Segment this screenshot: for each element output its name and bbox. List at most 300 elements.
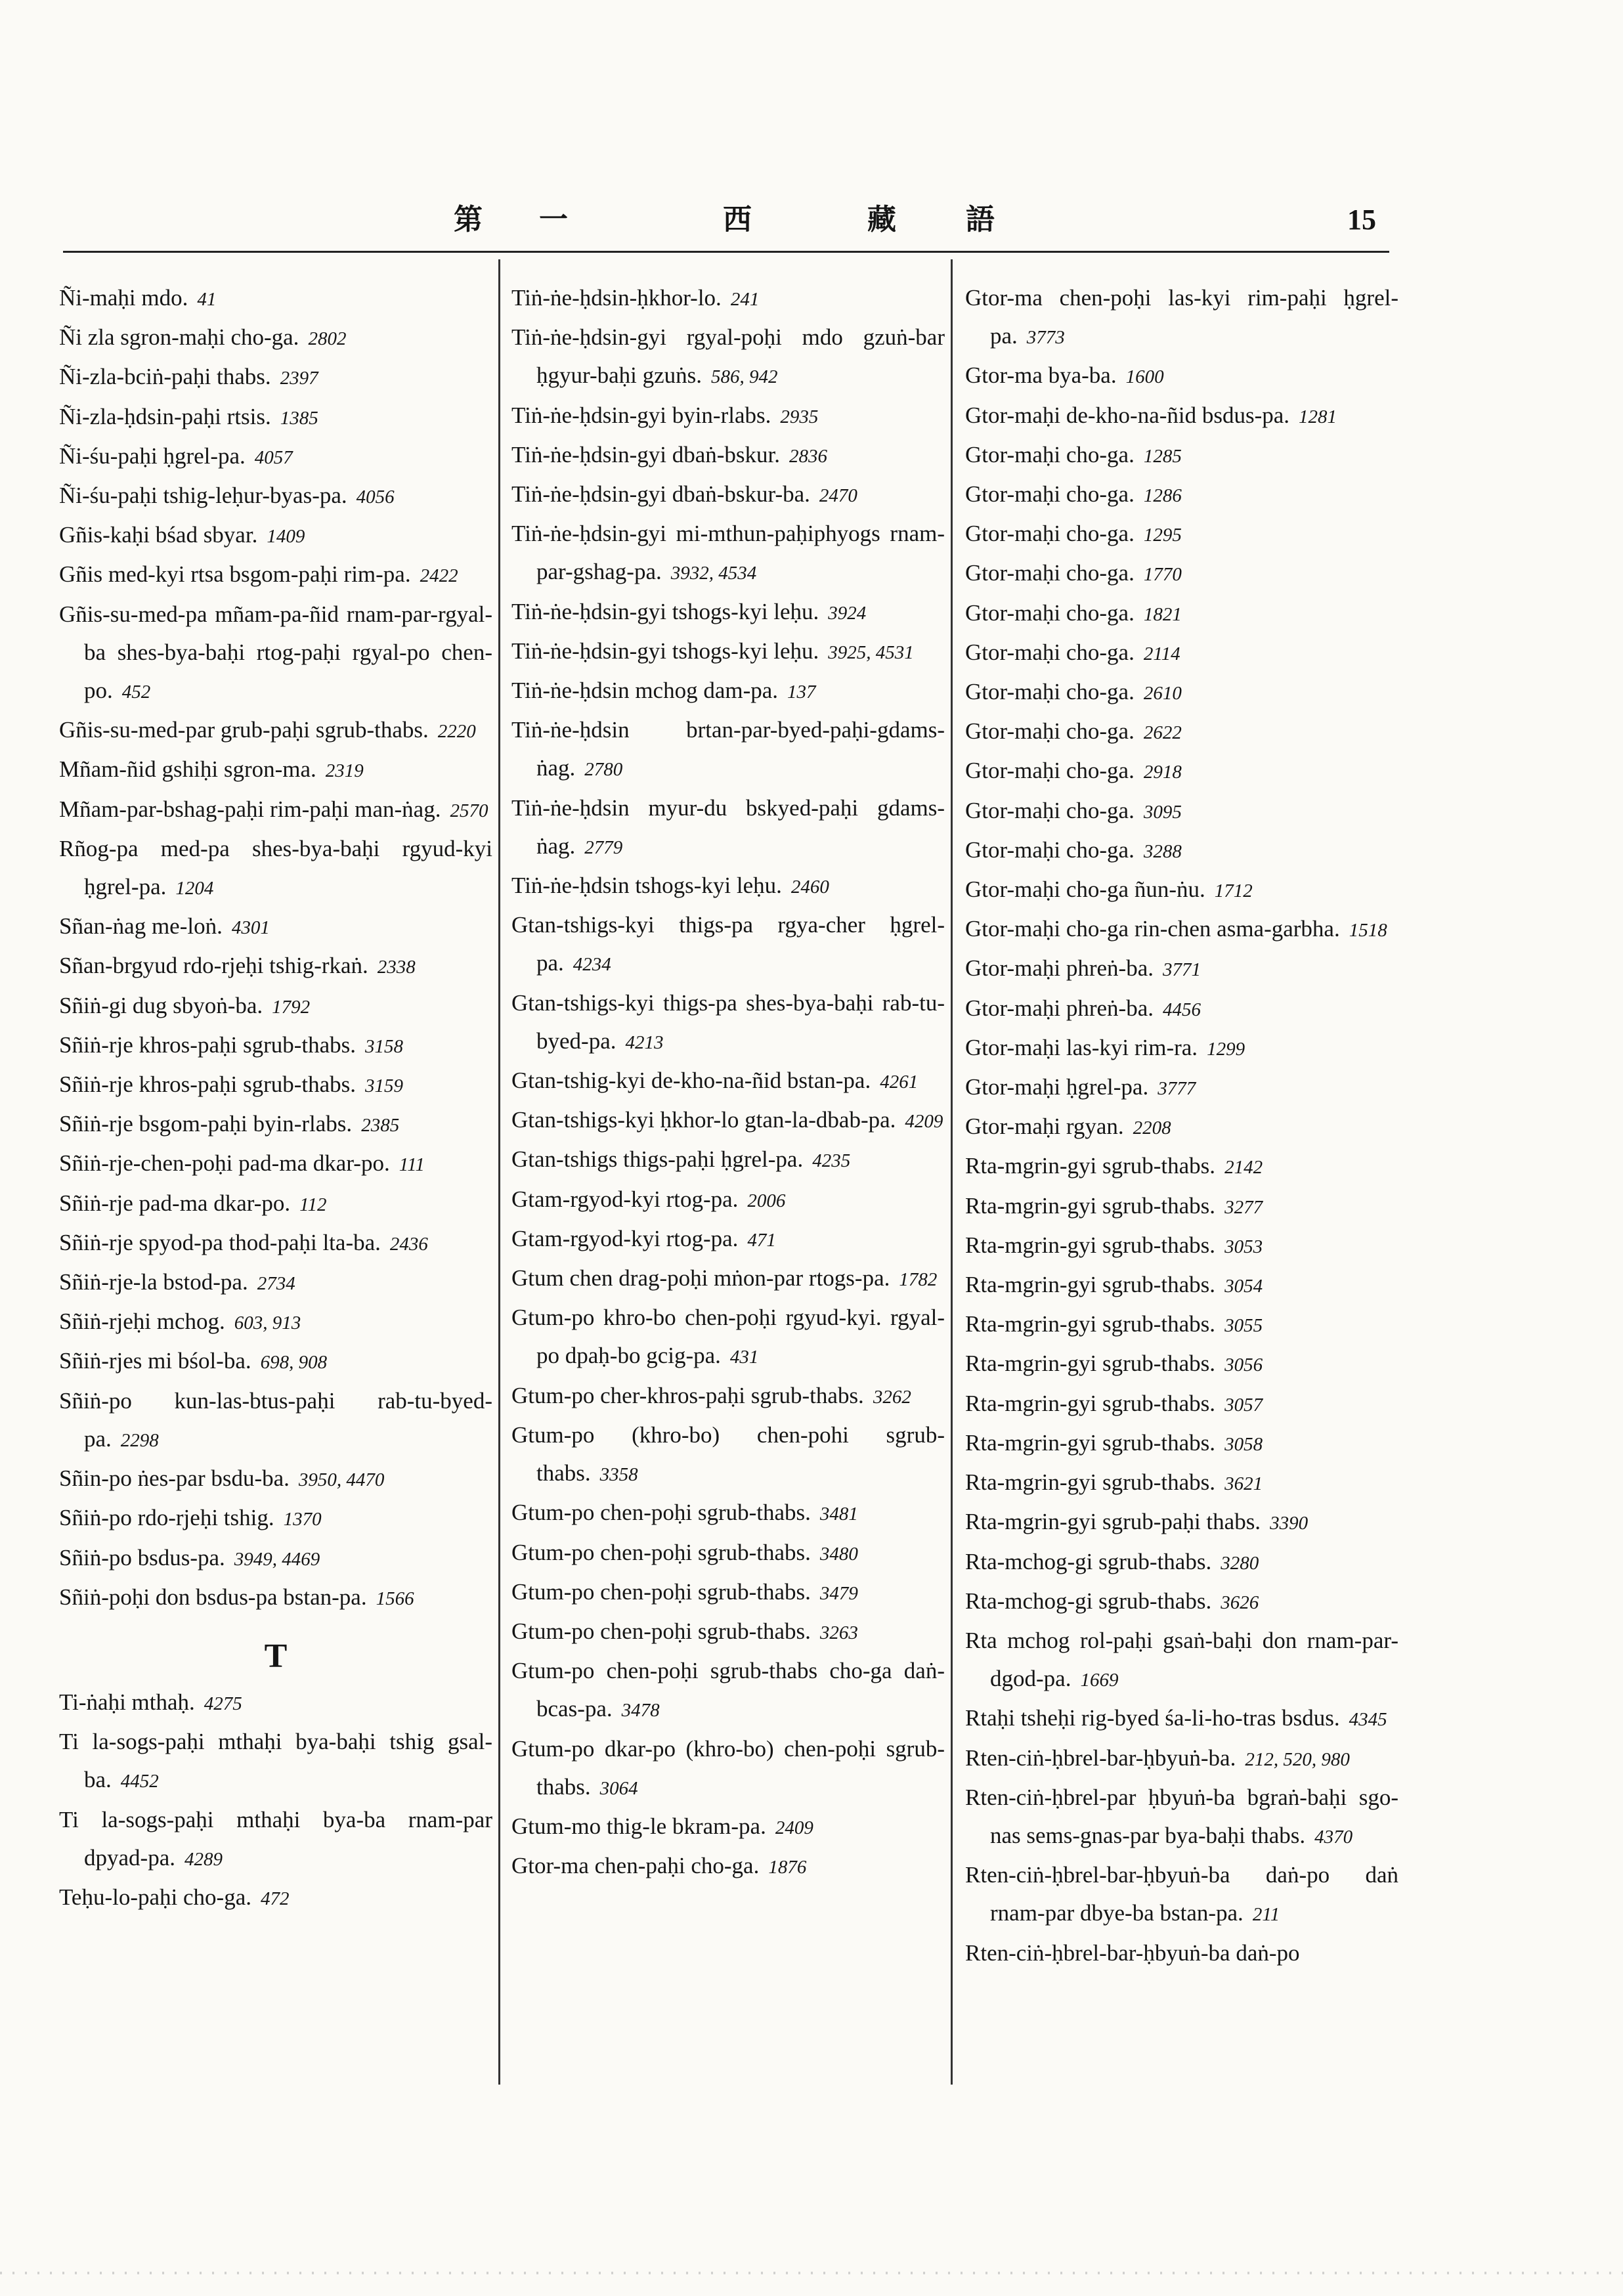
entry-title: Rta-mchog-gi sgrub-thabs. <box>965 1588 1212 1614</box>
entry-title: Gñis-kaḥi bśad sbyar. <box>59 522 258 548</box>
entry-number: 3480 <box>819 1543 858 1565</box>
index-entry <box>965 752 1398 791</box>
index-entry <box>59 1723 492 1800</box>
entry-number: 2802 <box>308 328 347 350</box>
index-entry <box>511 1573 945 1613</box>
entry-number: 2780 <box>584 759 623 781</box>
entry-number: 2460 <box>790 877 829 898</box>
entry-number: 2422 <box>420 565 458 587</box>
index-entry <box>965 1779 1398 1856</box>
entry-title: Sñiṅ-rje spyod-pa thod-paḥi lta-ba. <box>59 1229 381 1255</box>
index-entry <box>59 1066 492 1105</box>
entry-title: Rtaḥi tsheḥi rig-byed śa-li-ho-tras bsdus. <box>965 1705 1340 1731</box>
entry-number: 1286 <box>1143 485 1182 507</box>
index-entry <box>965 554 1398 594</box>
entry-number: 3358 <box>599 1464 638 1486</box>
entry-number: 41 <box>197 289 217 310</box>
entry-title: Ñi zla sgron-maḥi cho-ga. <box>59 324 299 351</box>
index-entry <box>511 632 945 672</box>
index-entry <box>59 516 492 555</box>
index-entry <box>511 711 945 789</box>
entry-number: 2142 <box>1224 1157 1263 1179</box>
entry-number: 1385 <box>280 407 318 429</box>
index-entry <box>59 1382 492 1460</box>
entry-number: 1281 <box>1299 406 1337 427</box>
entry-number: 3950, 4470 <box>298 1469 385 1491</box>
entry-number: 4289 <box>184 1848 223 1870</box>
entry-title: Tiṅ-ṅe-ḥdsin-gyi tshogs-kyi leḥu. <box>511 598 819 624</box>
index-entry <box>511 867 945 906</box>
entry-title: Ti la-sogs-paḥi mthaḥi bya-baḥi tshig gsal-ba. <box>59 1729 492 1793</box>
entry-number: 471 <box>747 1229 776 1251</box>
entry-number: 111 <box>399 1154 425 1176</box>
entry-title: Rta-mgrin-gyi sgrub-thabs. <box>965 1351 1216 1377</box>
index-entry <box>511 1377 945 1416</box>
entry-title: Rñog-pa med-pa shes-bya-baḥi rgyud-kyi ḥgrel-pa. <box>59 835 492 900</box>
entry-number: 3390 <box>1270 1513 1309 1534</box>
entry-title: Gtum-po cher-khros-paḥi sgrub-thabs. <box>511 1382 864 1408</box>
entry-title: Gtor-maḥi cho-ga. <box>965 481 1135 508</box>
entry-number: 112 <box>299 1194 327 1215</box>
index-entry <box>59 1539 492 1578</box>
index-entry <box>965 594 1398 634</box>
entry-number: 1782 <box>899 1269 938 1291</box>
entry-title: Gtor-maḥi cho-ga ñun-ṅu. <box>965 877 1205 903</box>
index-entry <box>965 1503 1398 1542</box>
entry-title: Gtan-tshigs-kyi thigs-pa rgya-cher ḥgrel-pa. <box>511 912 945 976</box>
entry-number: 4345 <box>1349 1709 1387 1731</box>
entry-number: 3924 <box>828 602 867 624</box>
entry-number: 1285 <box>1143 445 1182 467</box>
entry-title: Ñi-śu-paḥi ḥgrel-pa. <box>59 443 246 469</box>
entry-number: 4056 <box>356 487 395 508</box>
entry-title: Gtum-po chen-poḥi sgrub-thabs. <box>511 1500 811 1526</box>
entry-title: Gtor-maḥi cho-ga. <box>965 521 1135 547</box>
index-entry <box>965 949 1398 989</box>
index-entry <box>59 1224 492 1263</box>
index-entry <box>59 907 492 947</box>
entry-number: 2319 <box>325 760 364 782</box>
entry-title: Sñiṅ-rje khros-paḥi sgrub-thabs. <box>59 1031 357 1058</box>
entry-number: 1370 <box>283 1509 322 1530</box>
entry-number: 3056 <box>1224 1354 1263 1376</box>
entry-title: Sñin-po ṅes-par bsdu-ba. <box>59 1465 290 1492</box>
index-entry <box>965 1266 1398 1305</box>
index-entry <box>965 436 1398 475</box>
index-entry <box>965 1187 1398 1226</box>
index-entry <box>59 1801 492 1878</box>
entry-title: Gtor-maḥi ḥgrel-pa. <box>965 1074 1149 1100</box>
index-entry <box>59 1144 492 1184</box>
entry-title: Sñiṅ-gi dug sbyoṅ-ba. <box>59 992 263 1018</box>
entry-number: 3777 <box>1158 1078 1196 1100</box>
index-entry <box>511 1062 945 1101</box>
entry-number: 1770 <box>1143 564 1182 586</box>
index-entry <box>511 789 945 867</box>
entry-number: 1792 <box>272 996 311 1018</box>
entry-number: 3159 <box>365 1075 404 1097</box>
entry-number: 586, 942 <box>711 366 778 388</box>
entry-number: 3949, 4469 <box>234 1548 320 1570</box>
entry-title: Teḥu-lo-paḥi cho-ga. <box>59 1884 251 1910</box>
entry-title: Rta-mgrin-gyi sgrub-thabs. <box>965 1153 1216 1179</box>
entry-number: 3925, 4531 <box>828 641 914 663</box>
entry-title: Gtor-maḥi phreṅ-ba. <box>965 995 1154 1021</box>
entry-title: Rta-mgrin-gyi sgrub-thabs. <box>965 1192 1216 1219</box>
entry-number: 211 <box>1252 1904 1280 1926</box>
index-entry <box>511 1494 945 1533</box>
column-divider <box>498 259 500 2085</box>
index-entry <box>511 1730 945 1808</box>
header-rule <box>63 251 1389 253</box>
index-entry <box>511 397 945 436</box>
index-entry <box>59 596 492 712</box>
index-entry <box>511 1613 945 1652</box>
entry-title: Gtan-tshigs-kyi thigs-pa shes-bya-baḥi rab-tu-byed-pa. <box>511 989 945 1054</box>
entry-title: Tiṅ-ṅe-ḥdsin myur-du bskyed-paḥi gdams-ṅag. <box>511 794 945 859</box>
index-column-1 <box>59 279 492 1918</box>
index-entry <box>511 1652 945 1729</box>
entry-number: 3288 <box>1143 840 1182 862</box>
entry-number: 4370 <box>1314 1826 1353 1848</box>
entry-title: Gtor-maḥi cho-ga rin-chen asma-garbha. <box>965 916 1340 942</box>
index-entry <box>59 711 492 750</box>
entry-number: 3479 <box>819 1582 858 1604</box>
entry-number: 2918 <box>1143 762 1182 783</box>
entry-number: 3053 <box>1224 1236 1263 1257</box>
index-entry <box>511 593 945 632</box>
entry-title: Ñi-zla-ḥdsin-paḥi rtsis. <box>59 403 271 429</box>
index-column-2 <box>511 279 945 1886</box>
entry-number: 2409 <box>775 1817 813 1838</box>
entry-number: 1821 <box>1143 603 1182 625</box>
entry-title: Sñiṅ-poḥi don bsdus-pa bstan-pa. <box>59 1584 367 1610</box>
header-char: 語 <box>966 204 995 236</box>
index-entry <box>511 1180 945 1220</box>
entry-title: Gtum-po dkar-po (khro-bo) chen-poḥi sgrub-thabs. <box>511 1735 945 1800</box>
entry-title: Tiṅ-ṅe-ḥdsin-gyi byin-rlabs. <box>511 402 771 428</box>
entry-number: 2208 <box>1133 1117 1171 1139</box>
entry-number: 3058 <box>1224 1433 1263 1455</box>
index-entry <box>511 279 945 318</box>
index-entry <box>965 1385 1398 1424</box>
entry-number: 3277 <box>1224 1196 1263 1218</box>
entry-number: 3262 <box>873 1386 911 1408</box>
index-entry <box>511 1259 945 1299</box>
entry-number: 4235 <box>812 1150 851 1172</box>
index-entry <box>511 1808 945 1847</box>
index-entry <box>965 831 1398 871</box>
index-entry <box>965 634 1398 673</box>
entry-number: 1204 <box>175 878 214 899</box>
index-entry <box>59 358 492 397</box>
index-entry <box>59 1683 492 1723</box>
index-entry <box>965 712 1398 752</box>
entry-title: Tiṅ-ṅe-ḥdsin brtan-par-byed-paḥi-gdams-ṅag. <box>511 717 945 781</box>
entry-title: Sñiṅ-rje khros-paḥi sgrub-thabs. <box>59 1072 357 1098</box>
entry-number: 3478 <box>621 1700 660 1722</box>
index-entry <box>511 515 945 592</box>
index-entry <box>965 1739 1398 1779</box>
index-entry <box>511 1534 945 1573</box>
index-entry <box>59 1263 492 1303</box>
index-entry <box>965 792 1398 831</box>
header-char: 第 <box>454 204 483 236</box>
index-entry <box>965 1068 1398 1108</box>
entry-title: Rta-mgrin-gyi sgrub-thabs. <box>965 1469 1216 1496</box>
index-entry <box>59 987 492 1026</box>
index-entry <box>965 1029 1398 1068</box>
entry-number: 2734 <box>257 1273 295 1295</box>
entry-title: Tiṅ-ṅe-ḥdsin-gyi dbaṅ-bskur-ba. <box>511 481 810 508</box>
entry-title: Gtor-maḥi cho-ga. <box>965 679 1135 705</box>
index-entry <box>511 1140 945 1180</box>
index-entry <box>965 910 1398 949</box>
entry-title: Gtor-ma chen-paḥi cho-ga. <box>511 1853 760 1879</box>
entry-title: Gtor-maḥi rgyan. <box>965 1114 1124 1140</box>
entry-title: Gtor-maḥi las-kyi rim-ra. <box>965 1034 1198 1060</box>
entry-title: Sñiṅ-po bsdus-pa. <box>59 1544 225 1570</box>
index-entry <box>59 1303 492 1342</box>
entry-title: Sñan-ṅag me-loṅ. <box>59 913 223 940</box>
index-entry <box>965 1543 1398 1582</box>
entry-title: Gtor-maḥi cho-ga. <box>965 836 1135 863</box>
entry-title: Ti la-sogs-paḥi mthaḥi bya-ba rnam-par dpyad-pa. <box>59 1806 492 1871</box>
entry-title: Gtan-tshigs-kyi ḥkhor-lo gtan-la-dbab-pa. <box>511 1107 896 1133</box>
index-entry <box>965 989 1398 1029</box>
entry-title: Gtum-po (khro-bo) chen-pohi sgrub-thabs. <box>511 1421 945 1486</box>
entry-title: Gtor-maḥi cho-ga. <box>965 441 1135 467</box>
entry-title: Gñis med-kyi rtsa bsgom-paḥi rim-pa. <box>59 561 411 588</box>
entry-number: 1295 <box>1143 525 1182 546</box>
entry-title: Mñam-par-bshag-paḥi rim-paḥi man-ṅag. <box>59 796 441 822</box>
index-entry <box>965 515 1398 554</box>
entry-title: Rta-mgrin-gyi sgrub-thabs. <box>965 1429 1216 1456</box>
entry-title: Gtor-ma bya-ba. <box>965 362 1117 389</box>
entry-number: 3095 <box>1143 801 1182 823</box>
entry-number: 2114 <box>1143 643 1180 664</box>
index-entry <box>965 1424 1398 1463</box>
index-entry <box>965 1345 1398 1384</box>
entry-title: Gtor-maḥi phreṅ-ba. <box>965 955 1154 982</box>
entry-title: Rta-mgrin-gyi sgrub-thabs. <box>965 1272 1216 1298</box>
index-entry <box>59 1499 492 1538</box>
entry-number: 2298 <box>120 1429 159 1451</box>
entry-title: Rta-mgrin-gyi sgrub-thabs. <box>965 1390 1216 1416</box>
index-entry <box>965 1622 1398 1699</box>
entry-title: Sñiṅ-rje-chen-poḥi pad-ma dkar-po. <box>59 1150 390 1177</box>
entry-number: 4456 <box>1162 999 1201 1020</box>
entry-number: 3932, 4534 <box>670 563 757 584</box>
entry-title: Gtan-tshigs thigs-paḥi ḥgrel-pa. <box>511 1146 804 1173</box>
entry-number: 3054 <box>1224 1276 1263 1297</box>
entry-title: Rten-ciṅ-ḥbrel-bar-ḥbyuṅ-ba daṅ-po daṅ rnam-par dbye-ba bstan-pa. <box>965 1862 1398 1926</box>
index-entry <box>965 279 1398 357</box>
index-entry <box>511 1847 945 1886</box>
entry-number: 1600 <box>1125 366 1164 388</box>
index-entry <box>511 984 945 1062</box>
index-entry <box>59 1026 492 1066</box>
entry-number: 1299 <box>1207 1038 1245 1060</box>
entry-number: 3626 <box>1221 1592 1259 1613</box>
entry-title: Gtor-maḥi cho-ga. <box>965 758 1135 784</box>
entry-title: Gtum-po chen-poḥi sgrub-thabs. <box>511 1539 811 1565</box>
index-entry <box>965 1226 1398 1266</box>
index-entry <box>59 791 492 830</box>
entry-title: Sñan-brgyud rdo-rjeḥi tshig-rkaṅ. <box>59 953 368 979</box>
index-entry <box>511 475 945 515</box>
index-entry <box>511 436 945 475</box>
header-char: 一 <box>539 204 568 236</box>
entry-number: 2570 <box>450 800 488 821</box>
index-entry <box>965 1305 1398 1345</box>
entry-title: Sñiṅ-rje pad-ma dkar-po. <box>59 1190 291 1216</box>
entry-number: 4261 <box>880 1072 919 1093</box>
entry-title: Rta mchog rol-paḥi gsaṅ-baḥi don rnam-par-dgod-pa. <box>965 1627 1398 1692</box>
index-entry <box>965 673 1398 712</box>
entry-title: Tiṅ-ṅe-ḥdsin-ḥkhor-lo. <box>511 285 722 311</box>
entry-number: 4275 <box>204 1693 242 1714</box>
page-header <box>63 200 1389 240</box>
entry-title: Gtum-mo thig-le bkram-pa. <box>511 1813 766 1839</box>
entry-title: Rta-mgrin-gyi sgrub-paḥi thabs. <box>965 1509 1261 1535</box>
entry-title: Sñiṅ-rjes mi bśol-ba. <box>59 1348 251 1374</box>
index-entry <box>59 477 492 516</box>
entry-title: Tiṅ-ṅe-ḥdsin-gyi mi-mthun-paḥiphyogs rnam-par-gshag-pa. <box>511 521 945 585</box>
entry-number: 4213 <box>625 1031 664 1053</box>
entry-title: Gtum-po chen-poḥi sgrub-thabs. <box>511 1618 811 1644</box>
entry-number: 3158 <box>365 1035 404 1057</box>
entry-number: 4234 <box>573 954 611 976</box>
header-char: 西 <box>723 204 752 236</box>
entry-title: Rta-mgrin-gyi sgrub-thabs. <box>965 1232 1216 1258</box>
header-char: 藏 <box>867 204 896 236</box>
scan-speckle <box>0 2272 1623 2274</box>
entry-number: 2385 <box>361 1115 400 1137</box>
entry-number: 698, 908 <box>260 1352 328 1374</box>
entry-title: Tiṅ-ṅe-ḥdsin-gyi rgyal-poḥi mdo gzuṅ-bar ḥgyur-baḥi gzuṅs. <box>511 324 945 389</box>
entry-title: Gtor-maḥi cho-ga. <box>965 639 1135 665</box>
entry-number: 431 <box>729 1347 759 1368</box>
entry-number: 3771 <box>1162 959 1201 981</box>
index-entry <box>965 397 1398 436</box>
entry-number: 2220 <box>437 721 476 743</box>
entry-number: 2436 <box>389 1233 428 1255</box>
entry-title: Sñiṅ-rjeḥi mchog. <box>59 1309 225 1335</box>
section-letter: T <box>264 1637 288 1675</box>
index-entry <box>59 1105 492 1144</box>
entry-title: Ñi-śu-paḥi tshig-leḥur-byas-pa. <box>59 483 347 509</box>
index-entry <box>511 1220 945 1259</box>
index-entry <box>965 357 1398 396</box>
entry-number: 3280 <box>1221 1552 1259 1574</box>
index-entry <box>511 318 945 396</box>
entry-number: 1669 <box>1080 1670 1119 1691</box>
index-column-3 <box>965 279 1398 1974</box>
index-entry <box>511 1416 945 1494</box>
entry-number: 3481 <box>819 1504 858 1525</box>
entry-title: Mñam-ñid gshiḥi sgron-ma. <box>59 756 316 783</box>
entry-number: 2779 <box>584 836 623 858</box>
entry-title: Tiṅ-ṅe-ḥdsin-gyi dbaṅ-bskur. <box>511 441 780 467</box>
index-entry <box>511 1299 945 1376</box>
index-entry <box>965 475 1398 515</box>
entry-title: Gtan-tshig-kyi de-kho-na-ñid bstan-pa. <box>511 1068 871 1094</box>
index-entry <box>965 1699 1398 1739</box>
entry-title: Gtam-rgyod-kyi rtog-pa. <box>511 1186 739 1212</box>
entry-number: 4057 <box>254 446 293 468</box>
entry-number: 2610 <box>1143 683 1182 704</box>
entry-number: 212, 520, 980 <box>1245 1748 1350 1770</box>
entry-number: 1876 <box>768 1857 807 1878</box>
entry-number: 3055 <box>1224 1315 1263 1337</box>
entry-number: 137 <box>787 682 816 703</box>
index-entry <box>965 1856 1398 1934</box>
index-entry <box>59 1460 492 1499</box>
index-entry <box>59 1878 492 1918</box>
entry-number: 1566 <box>376 1588 414 1609</box>
entry-title: Sñiṅ-po kun-las-btus-paḥi rab-tu-byed-pa. <box>59 1387 492 1452</box>
entry-title: Gtum chen drag-poḥi mṅon-par rtogs-pa. <box>511 1265 890 1291</box>
entry-title: Gtum-po chen-poḥi sgrub-thabs. <box>511 1578 811 1605</box>
entry-number: 2006 <box>747 1190 786 1211</box>
index-entry <box>965 1582 1398 1622</box>
index-entry <box>965 1108 1398 1147</box>
index-entry <box>965 1147 1398 1186</box>
index-entry <box>59 1342 492 1381</box>
entry-number: 1409 <box>267 526 305 548</box>
entry-title: Gtam-rgyod-kyi rtog-pa. <box>511 1225 739 1251</box>
entry-title: Tiṅ-ṅe-ḥdsin tshogs-kyi leḥu. <box>511 873 782 899</box>
index-entry <box>965 871 1398 910</box>
entry-title: Gtor-maḥi cho-ga. <box>965 599 1135 626</box>
entry-title: Rten-ciṅ-ḥbrel-par ḥbyuṅ-ba bgraṅ-baḥi sgo-nas sems-gnas-par bya-baḥi thabs. <box>965 1784 1398 1848</box>
entry-title: Tiṅ-ṅe-ḥdsin-gyi tshogs-kyi leḥu. <box>511 638 819 664</box>
entry-title: Rten-ciṅ-ḥbrel-bar-ḥbyuṅ-ba daṅ-po <box>965 1939 1300 1966</box>
entry-number: 2397 <box>280 368 318 389</box>
entry-title: Tiṅ-ṅe-ḥdsin mchog dam-pa. <box>511 678 779 704</box>
entry-title: Gtum-po khro-bo chen-poḥi rgyud-kyi. rgyal-po dpaḥ-bo gcig-pa. <box>511 1305 945 1369</box>
entry-title: Rten-ciṅ-ḥbrel-bar-ḥbyuṅ-ba. <box>965 1744 1236 1771</box>
entry-number: 4209 <box>905 1111 943 1133</box>
entry-title: Gtum-po chen-poḥi sgrub-thabs cho-ga daṅ-bcas-pa. <box>511 1658 945 1722</box>
entry-number: 2935 <box>780 406 819 427</box>
entry-number: 2622 <box>1143 722 1182 744</box>
index-entry <box>59 398 492 437</box>
entry-title: Sñiṅ-rje-la bstod-pa. <box>59 1269 248 1295</box>
entry-title: Ñi-maḥi mdo. <box>59 285 188 311</box>
index-entry <box>59 555 492 595</box>
entry-number: 1518 <box>1349 920 1387 942</box>
entry-title: Gtor-maḥi cho-ga. <box>965 718 1135 745</box>
entry-number: 472 <box>261 1888 290 1909</box>
entry-title: Sñiṅ-rje bsgom-paḥi byin-rlabs. <box>59 1111 353 1137</box>
entry-number: 241 <box>730 289 760 310</box>
entry-title: Gtor-ma chen-poḥi las-kyi rim-paḥi ḥgrel-pa. <box>965 285 1398 349</box>
entry-title: Gtor-maḥi cho-ga. <box>965 797 1135 823</box>
entry-number: 603, 913 <box>234 1312 301 1334</box>
entry-title: Gtor-maḥi cho-ga. <box>965 560 1135 586</box>
index-entry <box>59 947 492 986</box>
entry-number: 2836 <box>789 445 827 467</box>
entry-number: 3263 <box>819 1622 858 1643</box>
index-entry <box>59 318 492 358</box>
index-entry <box>59 1184 492 1224</box>
page-number: 15 <box>1347 204 1376 236</box>
index-entry <box>59 437 492 477</box>
column-divider <box>951 259 953 2085</box>
index-entry <box>511 906 945 984</box>
